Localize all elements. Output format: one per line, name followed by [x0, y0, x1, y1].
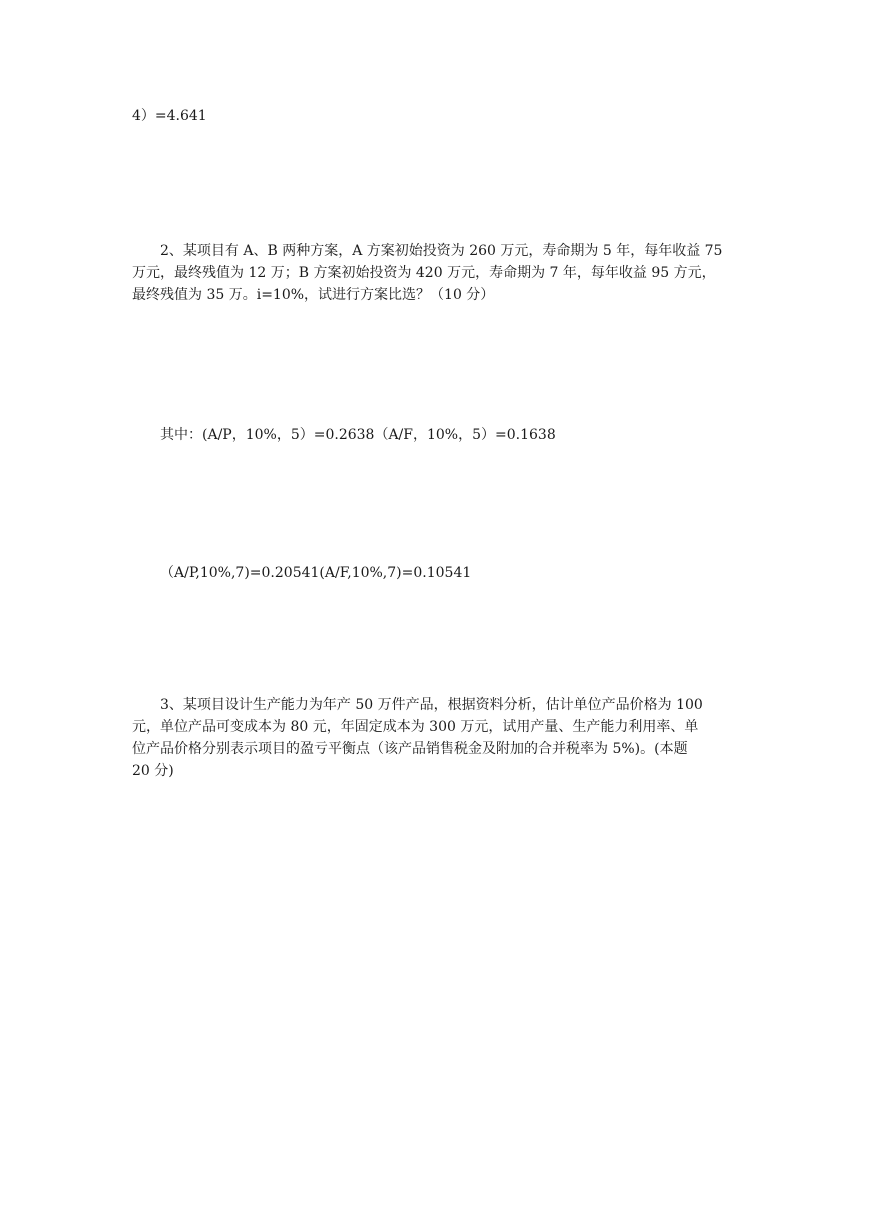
formula-fragment: 4）=4.641 — [132, 108, 207, 124]
question-3-line-4: 20 分) — [132, 763, 174, 779]
question-2-factors-line-2: （A/P,10%,7)=0.20541(A/F,10%,7)=0.10541 — [160, 565, 472, 581]
question-2-factors-line-1: 其中：(A/P，10%，5）=0.2638（A/F，10%，5）=0.1638 — [160, 427, 556, 443]
question-3-line-1: 3、某项目设计生产能力为年产 50 万件产品，根据资料分析，估计单位产品价格为 100 — [160, 697, 703, 713]
question-2-line-1: 2、某项目有 A、B 两种方案，A 方案初始投资为 260 万元，寿命期为 5 年，每年收益 75 — [160, 243, 723, 259]
question-2-text — [132, 240, 742, 306]
question-3-text — [132, 694, 742, 782]
question-2-line-3: 最终残值为 35 万。i=10%，试进行方案比选？（10 分） — [132, 287, 495, 303]
question-3-line-2: 元，单位产品可变成本为 80 元，年固定成本为 300 万元，试用产量、生产能力利用率、单 — [132, 719, 699, 735]
question-2-line-2: 万元，最终残值为 12 万；B 方案初始投资为 420 万元，寿命期为 7 年，每年收益 95 方元， — [132, 265, 716, 281]
question-3-line-3: 位产品价格分别表示项目的盈亏平衡点（该产品销售税金及附加的合并税率为 5%)。(本题 — [132, 741, 688, 757]
